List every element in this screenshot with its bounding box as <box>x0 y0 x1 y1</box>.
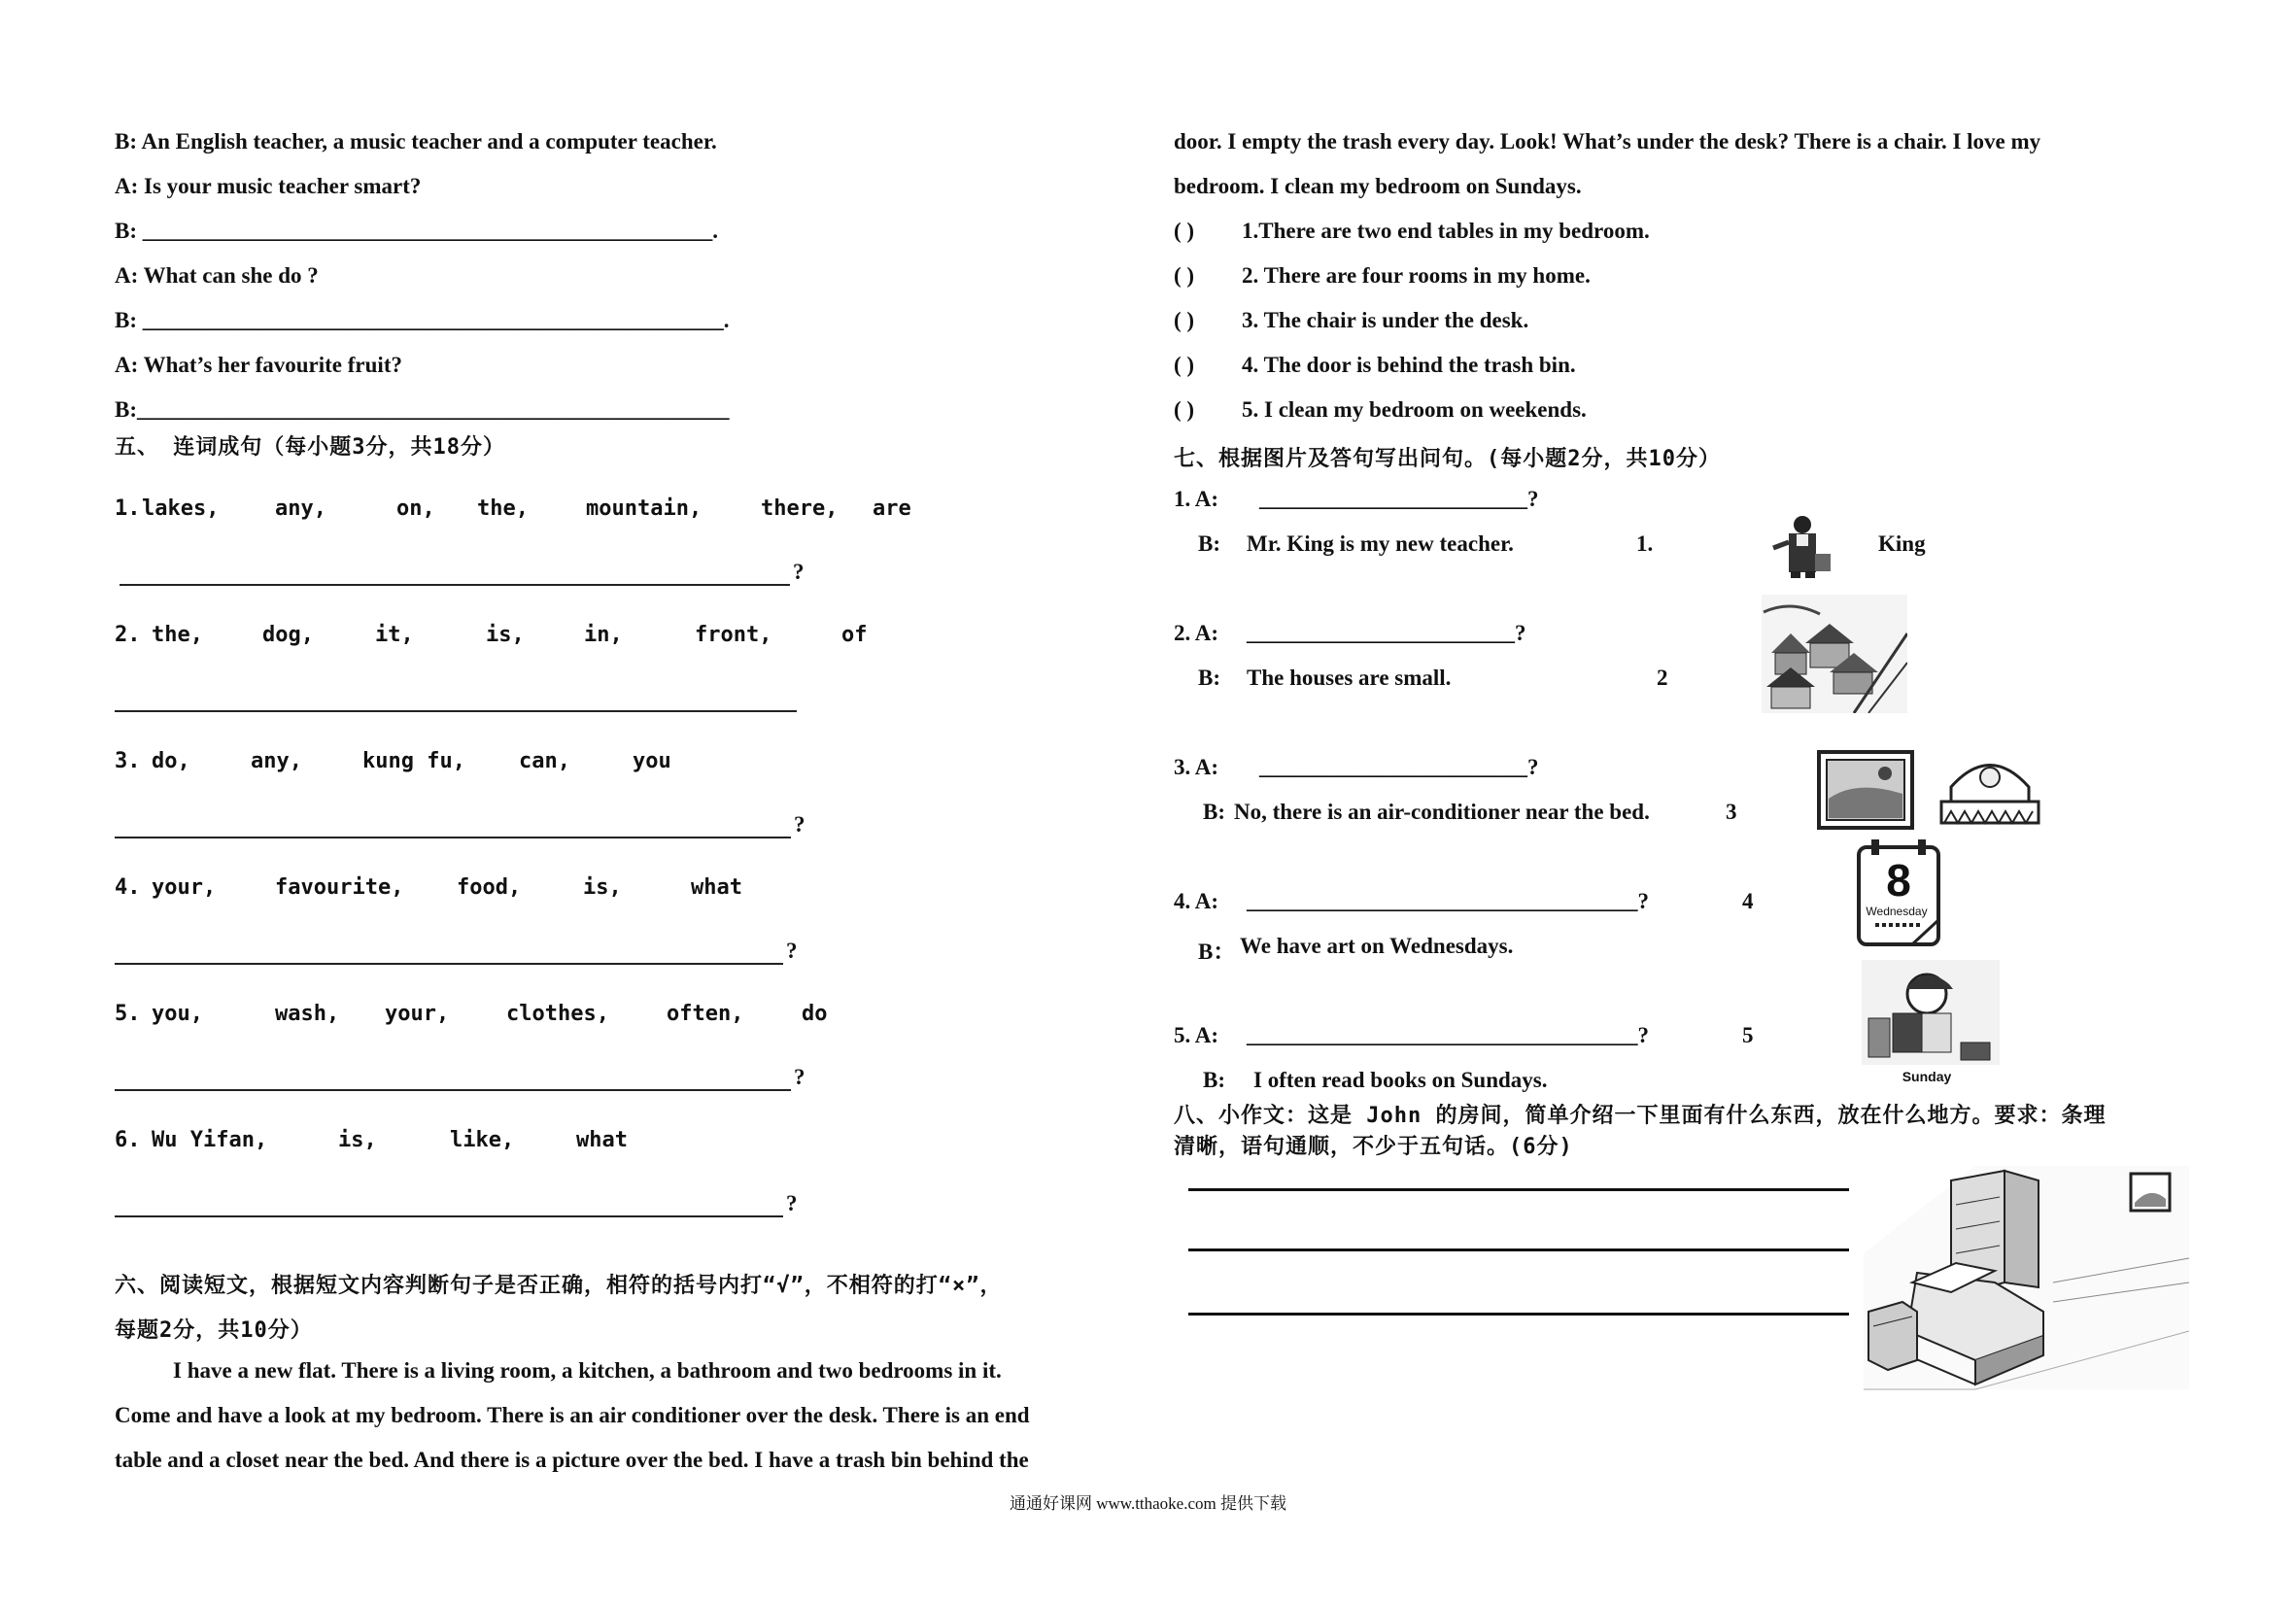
qa-2-b-text: The houses are small. <box>1247 666 1452 690</box>
qa-4-blank[interactable]: ___________________________________? <box>1247 889 1649 913</box>
judgement-bracket-5[interactable]: ( ) <box>1174 397 1195 422</box>
passage-line-4: door. I empty the trash every day. Look! What’s under the desk? There is a chair. I love my <box>1174 129 2041 154</box>
dialog-line-1: B: An English teacher, a music teacher and a computer teacher. <box>115 129 717 154</box>
calendar-weekday: Wednesday <box>1866 905 1928 918</box>
qa-1-pic-label: King <box>1878 531 1926 556</box>
houses-illustration <box>1762 595 1907 713</box>
section8-title-2: 清晰，语句通顺，不少于五句话。(6分) <box>1174 1135 1573 1159</box>
word: your, <box>385 1002 450 1026</box>
judgement-bracket-3[interactable]: ( ) <box>1174 308 1195 332</box>
answer-line-3[interactable] <box>115 837 791 838</box>
word: do <box>802 1002 828 1026</box>
qa-4-b-label: B： <box>1198 940 1236 964</box>
qa-1-pic-number: 1. <box>1636 531 1654 556</box>
qa-2-pic-number: 2 <box>1657 666 1668 690</box>
picture-frame-illustration <box>1817 750 1914 830</box>
word: the, <box>477 496 529 521</box>
calendar-day: 8 <box>1886 855 1911 906</box>
word: on, <box>396 496 435 521</box>
essay-line-3[interactable] <box>1188 1313 1849 1316</box>
word: clothes, <box>506 1002 609 1026</box>
qa-2-a-label: 2. A: <box>1174 621 1218 645</box>
word: is, <box>338 1128 377 1152</box>
section5-title: 五、 连词成句（每小题3分，共18分） <box>115 435 505 460</box>
reading-boy-illustration <box>1854 960 2000 1086</box>
sunday-label: Sunday <box>1902 1069 1952 1084</box>
answer-line-2[interactable] <box>115 710 797 712</box>
qa-1-a-label: 1. A: <box>1174 487 1218 511</box>
word: it, <box>375 623 414 647</box>
judgement-text-3: 3. The chair is under the desk. <box>1242 308 1529 332</box>
question-number: 2. <box>115 623 141 647</box>
question-1-words <box>115 496 989 526</box>
word: mountain, <box>586 496 703 521</box>
word: Wu Yifan, <box>152 1128 268 1152</box>
qa-5-blank[interactable]: ___________________________________? <box>1247 1023 1649 1047</box>
question-mark: ? <box>793 560 805 584</box>
question-4-words <box>115 875 989 905</box>
word: often, <box>667 1002 744 1026</box>
dialog-line-6: A: What’s her favourite fruit? <box>115 353 402 377</box>
word: favourite, <box>275 875 404 900</box>
passage-line-1: I have a new flat. There is a living room, a kitchen, a bathroom and two bedrooms in it. <box>173 1358 1002 1383</box>
word: dog, <box>262 623 314 647</box>
judgement-text-1: 1.There are two end tables in my bedroom. <box>1242 219 1650 243</box>
calendar-illustration <box>1854 838 1946 949</box>
answer-line-1[interactable] <box>120 584 790 586</box>
question-number: 5. <box>115 1002 141 1026</box>
qa-3-a-label: 3. A: <box>1174 755 1218 779</box>
question-mark: ? <box>794 812 805 837</box>
dialog-answer-blank-2[interactable]: B: ____________________________________________________. <box>115 308 730 332</box>
qa-2-blank[interactable]: ________________________? <box>1247 621 1526 645</box>
qa-1-blank[interactable]: ________________________? <box>1259 487 1539 511</box>
question-mark: ? <box>786 1191 798 1215</box>
question-5-words <box>115 1002 989 1031</box>
word: food, <box>457 875 522 900</box>
qa-3-b-text: No, there is an air-conditioner near the bed. <box>1234 800 1650 824</box>
word: can, <box>519 749 570 773</box>
question-2-words <box>115 623 989 652</box>
word: like, <box>450 1128 515 1152</box>
word: do, <box>152 749 190 773</box>
question-3-words <box>115 749 989 778</box>
question-mark: ? <box>786 939 798 963</box>
word: you, <box>152 1002 203 1026</box>
word: any, <box>251 749 302 773</box>
essay-line-2[interactable] <box>1188 1248 1849 1251</box>
answer-line-6[interactable] <box>115 1215 783 1217</box>
judgement-text-5: 5. I clean my bedroom on weekends. <box>1242 397 1587 422</box>
word: the, <box>152 623 203 647</box>
qa-3-b-label: B: <box>1203 800 1225 824</box>
qa-1-b-label: B: <box>1198 531 1220 556</box>
word: kung fu, <box>362 749 465 773</box>
essay-line-1[interactable] <box>1188 1188 1849 1191</box>
passage-line-5: bedroom. I clean my bedroom on Sundays. <box>1174 174 1582 198</box>
word: there, <box>761 496 839 521</box>
bed-illustration <box>1936 748 2043 831</box>
passage-line-3: table and a closet near the bed. And there is a picture over the bed. I have a trash bin behind the <box>115 1448 1029 1472</box>
question-number: 3. <box>115 749 141 773</box>
judgement-text-4: 4. The door is behind the trash bin. <box>1242 353 1576 377</box>
judgement-text-2: 2. There are four rooms in my home. <box>1242 263 1591 288</box>
qa-5-pic-number: 5 <box>1742 1023 1754 1047</box>
qa-5-b-text: I often read books on Sundays. <box>1253 1068 1548 1092</box>
word: of <box>841 623 868 647</box>
dialog-answer-blank-3[interactable]: B:_____________________________________________________ <box>115 397 730 422</box>
answer-line-5[interactable] <box>115 1089 791 1091</box>
qa-4-a-label: 4. A: <box>1174 889 1218 913</box>
dialog-line-2: A: Is your music teacher smart? <box>115 174 422 198</box>
word: is, <box>486 623 525 647</box>
word: what <box>691 875 742 900</box>
section6-title-1: 六、阅读短文，根据短文内容判断句子是否正确，相符的括号内打“√”，不相符的打“×”， <box>115 1274 1003 1298</box>
qa-2-b-label: B: <box>1198 666 1220 690</box>
question-number: 1. <box>115 496 141 521</box>
word: wash, <box>275 1002 340 1026</box>
page-footer: 通通好课网 www.tthaoke.com 提供下载 <box>1009 1494 1287 1513</box>
word: your, <box>152 875 217 900</box>
qa-4-b-text: We have art on Wednesdays. <box>1240 934 1514 958</box>
word: is, <box>583 875 622 900</box>
judgement-bracket-2[interactable]: ( ) <box>1174 263 1195 288</box>
answer-line-4[interactable] <box>115 963 783 965</box>
passage-line-2: Come and have a look at my bedroom. There is an air conditioner over the desk. There is an end <box>115 1403 1030 1427</box>
word: you <box>633 749 671 773</box>
qa-1-b-text: Mr. King is my new teacher. <box>1247 531 1514 556</box>
question-mark: ? <box>794 1065 805 1089</box>
qa-3-pic-number: 3 <box>1726 800 1737 824</box>
word: what <box>576 1128 628 1152</box>
section8-title-1: 八、小作文：这是 John 的房间，简单介绍一下里面有什么东西，放在什么地方。要求：条理 <box>1174 1104 2107 1128</box>
judgement-bracket-1[interactable]: ( ) <box>1174 219 1195 243</box>
qa-3-blank[interactable]: ________________________? <box>1259 755 1539 779</box>
word: are <box>873 496 911 521</box>
section7-title: 七、根据图片及答句写出问句。(每小题2分，共10分） <box>1174 447 1721 471</box>
word: any, <box>275 496 326 521</box>
question-number: 4. <box>115 875 141 900</box>
dialog-answer-blank-1[interactable]: B: ___________________________________________________. <box>115 219 718 243</box>
qa-5-a-label: 5. A: <box>1174 1023 1218 1047</box>
question-number: 6. <box>115 1128 141 1152</box>
dialog-line-4: A: What can she do ? <box>115 263 319 288</box>
question-6-words <box>115 1128 989 1157</box>
john-room-illustration <box>1859 1166 2194 1404</box>
judgement-bracket-4[interactable]: ( ) <box>1174 353 1195 377</box>
qa-5-b-label: B: <box>1203 1068 1225 1092</box>
word: lakes, <box>142 496 220 521</box>
teacher-illustration <box>1762 515 1844 578</box>
word: in, <box>584 623 623 647</box>
section6-title-2: 每题2分，共10分） <box>115 1318 313 1343</box>
word: front, <box>695 623 772 647</box>
qa-4-pic-number: 4 <box>1742 889 1754 913</box>
